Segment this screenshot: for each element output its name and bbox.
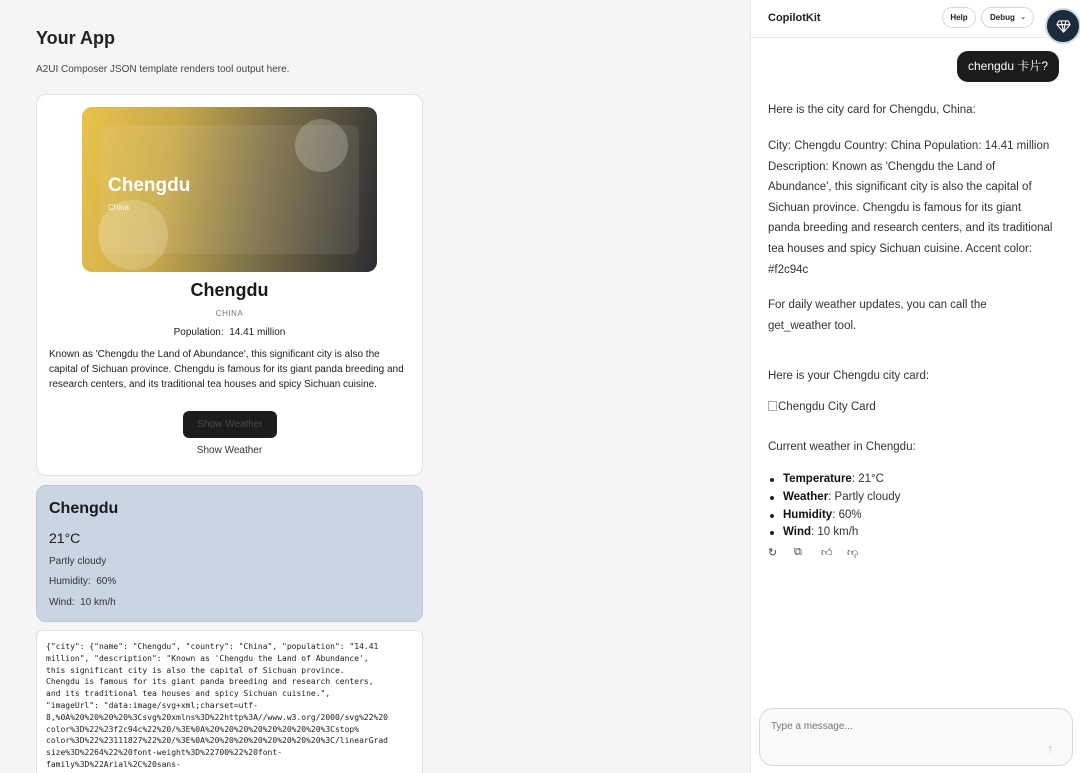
thumbs-down-icon[interactable]: 👎︎ <box>847 547 859 559</box>
assistant-message-intro: Here is the city card for Chengdu, China: <box>768 104 976 116</box>
weather-condition: Partly cloudy <box>49 556 107 567</box>
show-weather-link[interactable]: Show Weather <box>196 445 263 456</box>
chevron-down-icon: ⌄ <box>1020 14 1026 21</box>
list-item: Humidity: 60% <box>768 507 1053 525</box>
image-alt-text: Chengdu City Card <box>778 401 876 413</box>
broken-image <box>768 401 876 413</box>
city-country: CHINA <box>215 309 244 318</box>
chat-input-box <box>759 708 1073 766</box>
weather-temperature: 21°C <box>49 530 81 546</box>
population-value: 14.41 million <box>229 327 286 338</box>
weather-wind <box>49 597 116 608</box>
show-weather-button[interactable]: Show Weather <box>183 411 277 438</box>
list-item: Weather: Partly cloudy <box>768 489 1053 507</box>
user-message: chengdu 卡片? <box>957 51 1059 82</box>
city-population <box>37 327 422 338</box>
weather-intro: Current weather in Chengdu: <box>768 441 916 453</box>
json-output-text: {"city": {"name": "Chengdu", "country": "China", "population": "14.41 million", "description": "Known as 'Chengdu the Land of Abundance', this significant city is also the capital of Sichuan province. Chengdu is famous for its giant panda breeding and research centers, and its traditional tea houses and spicy Sichuan cuisine.", "imageUrl": "data:image/svg+xml;charset=utf- 8,%0A%20%20%20%20%3Csvg%20xmlns%3D%22http%3A//www.w3.org/2000/svg%22%20 color%3D%22%23f2c94c%22%20/%3E%0A%20%20%20%20%20%20%20%20%3Cstop% color%3D%22%23111827%22%20/%3E%0A%20%20%20%20%20%20%20%20%3C/linearGrad size%3D%2264%22%20font-weight%3D%22700%22%20font- family%3D%22Arial%2C%20sans- <box>46 642 388 769</box>
assistant-message-tip: For daily weather updates, you can call the get_weather tool. <box>768 299 987 332</box>
wind-label: Wind: <box>49 597 75 608</box>
assistant-card-intro: Here is your Chengdu city card: <box>768 370 930 382</box>
weather-city: Chengdu <box>49 500 119 517</box>
copy-icon[interactable]: ⧉ <box>794 546 802 558</box>
humidity-value: 60% <box>96 576 117 587</box>
help-button[interactable]: Help <box>942 7 976 28</box>
broken-image-icon <box>768 401 777 411</box>
weather-card <box>36 485 423 622</box>
wind-value: 10 km/h <box>80 597 116 608</box>
humidity-label: Humidity: <box>49 576 91 587</box>
chat-title: CopilotKit <box>768 12 821 24</box>
json-output-panel[interactable] <box>36 630 423 773</box>
hero-country: China <box>108 203 129 212</box>
message-input[interactable] <box>771 721 1031 732</box>
debug-button[interactable] <box>981 7 1034 28</box>
city-name: Chengdu <box>190 280 269 300</box>
city-card <box>36 94 423 476</box>
thumbs-up-icon[interactable]: 👍︎ <box>821 547 833 559</box>
diamond-icon <box>1056 19 1071 34</box>
send-arrow-icon[interactable]: ↑ <box>1047 741 1054 756</box>
copilot-toggle-button[interactable] <box>1045 8 1080 44</box>
hero-city-name: Chengdu <box>108 175 191 196</box>
chat-sidebar <box>750 0 1080 773</box>
weather-list <box>768 471 1053 542</box>
regenerate-icon[interactable]: ↻ <box>768 547 778 559</box>
city-description: Known as 'Chengdu the Land of Abundance', this significant city is also the capital of Sichuan province. Chengdu is famous for its giant panda breeding and research centers, and its traditional tea houses and spicy Sichuan cuisine. <box>49 349 404 390</box>
assistant-message-details: City: Chengdu Country: China Population: 14.41 million Description: Known as 'Chengdu the Land of Abundance', this significant city is also the capital of Sichuan province. Chengdu is famous for its giant panda breeding and research centers, and its traditional tea houses and spicy Sichuan cuisine. Accent color: #f2c94c <box>768 140 1053 276</box>
population-label: Population: <box>173 327 224 338</box>
hero-decoration-circle <box>295 119 348 172</box>
weather-humidity <box>49 576 116 587</box>
app-subtitle: A2UI Composer JSON template renders tool output here. <box>36 64 290 75</box>
list-item: Temperature: 21°C <box>768 471 1053 489</box>
app-title: Your App <box>36 28 115 48</box>
city-hero-image <box>82 107 377 272</box>
debug-label: Debug <box>990 13 1015 22</box>
chat-header <box>751 0 1080 38</box>
list-item: Wind: 10 km/h <box>768 524 1053 542</box>
